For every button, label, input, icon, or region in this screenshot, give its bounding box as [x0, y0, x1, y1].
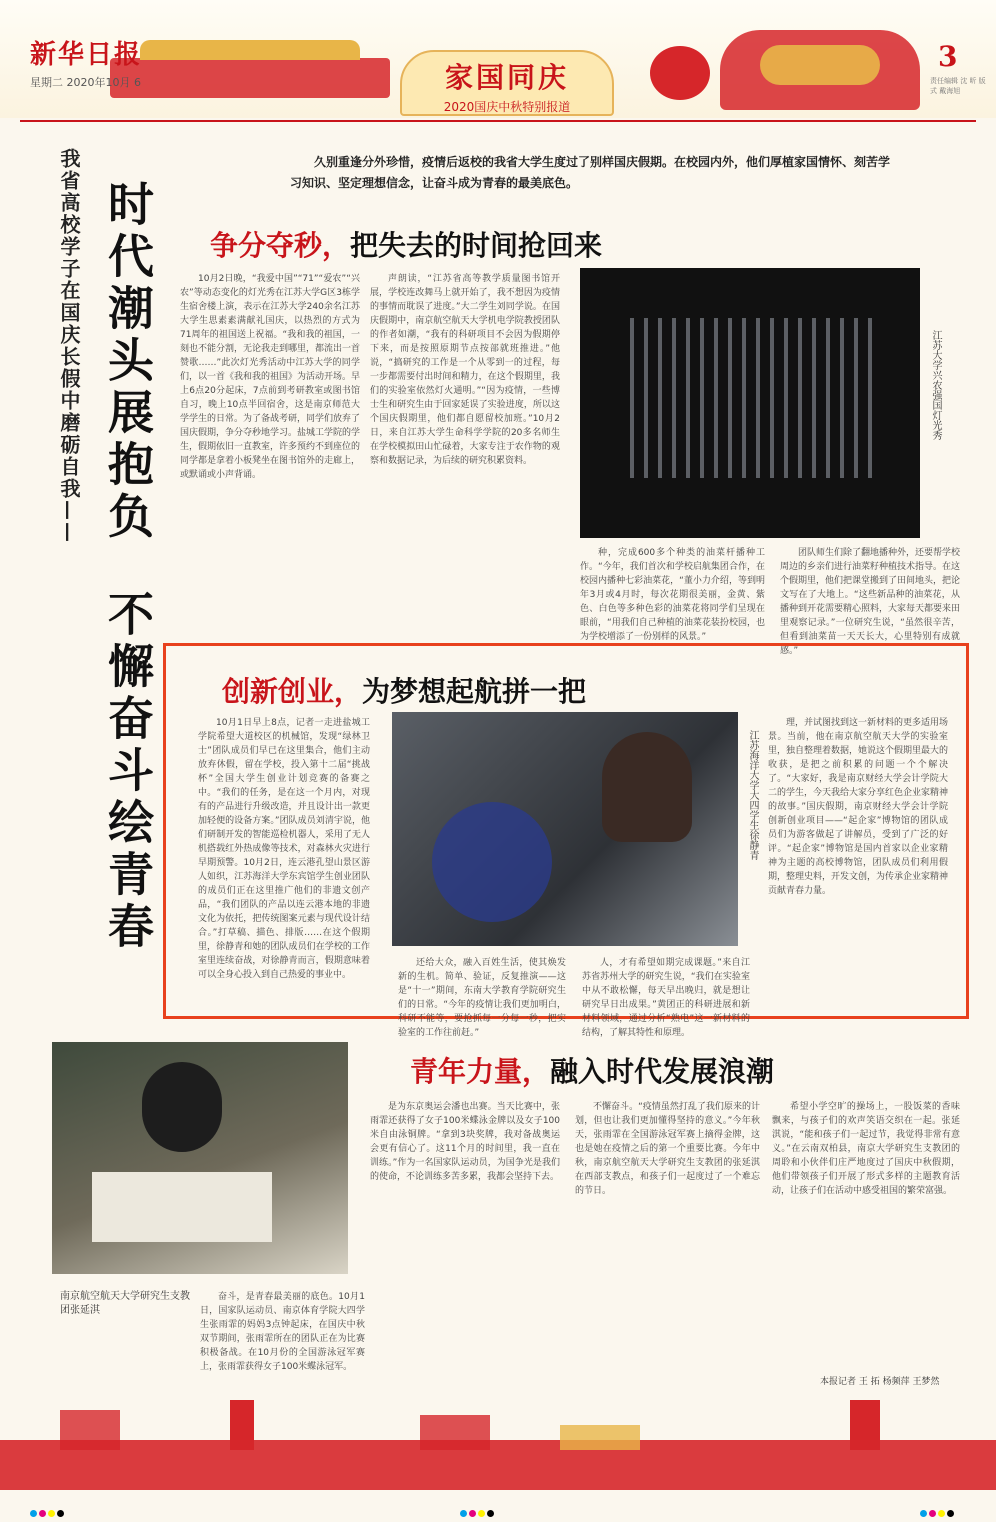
color-registration-marks — [30, 1502, 66, 1510]
section3-photo-caption: 南京航空航天大学研究生支教团张延淇 — [60, 1291, 190, 1316]
registration-dot — [947, 1510, 954, 1517]
headline-subtitle: 我省高校学子在国庆长假中磨砺自我—— — [57, 148, 81, 544]
dorm-lights-illustration — [620, 318, 880, 478]
headline-title-part1: 时代潮头展抱负 — [101, 180, 155, 544]
section2-photo-caption: 江苏海洋大学大四学生徐静青 — [747, 730, 758, 860]
edit-info: 责任编辑 沈 昕 版 式 戴海旭 — [930, 77, 986, 95]
section1-photo-caption: 江苏大学兴农强国灯光秀 — [930, 330, 941, 440]
section3-column1: 奋斗，是青春最美丽的底色。10月1日，国家队运动员、南京体育学院大四学生张雨霏的妈妈3点钟起床，在国庆中秋双节期间，张雨霏所在的团队正在为比赛积极备战。在10月份的全国游泳冠军赛上，张雨霏获得女子100米蝶泳冠军。 — [200, 1292, 365, 1372]
section3-column2: 是为东京奥运会潘也出赛。当天比赛中，张雨霏还获得了女子100米蝶泳金牌以及女子100米自由泳铜牌。“拿到3块奖牌，我对备战奥运会更有信心了。这11个月的时间里，我一直在训练。”作为一名国家队运动员，为国争光是我们的使命，不论训练多苦多累，我都会坚持下去。 — [370, 1102, 560, 1182]
dateline: 星期二 2020年10月 6 — [30, 76, 141, 89]
gate-illustration — [110, 58, 390, 98]
section1-heading-highlight: 争分夺秒， — [210, 229, 351, 262]
section1-column2: 声朗读，“江苏省高等教学质量图书馆开展，学校连改舞马上就开始了，我不想因为疫情的事情而耽误了进度。”大二学生刘同学说。在国庆假期中，南京航空航天大学机电学院教授团队的作者如潮，“我有的科研项目不会因为假期停下来，而是按照原期节点按部就班推进。”他说，“搞研究的工作是一个从零到一的过程，每一步都需要付出时间和精力，在这个假期里，我们的实验室依然灯火通明。”“因为疫情，一些博士生和研究生由于回家延误了实验进度，所以这个国庆假期里，他们都自愿留校加班。”10月2日，来自江苏大学生命科学学院的20多名师生在学校模拟田山忙碌着，大家专注于农作物的观察和数据记录，为后续的研究积累资料。 — [370, 274, 560, 466]
section3-heading — [410, 1050, 774, 1090]
section2-heading-highlight: 创新创业， — [222, 675, 363, 708]
registration-dot — [478, 1510, 485, 1517]
lantern-illustration — [650, 46, 710, 100]
student-figure-illustration — [602, 732, 692, 842]
headline-title-part2: 不懈奋斗绘青春 — [101, 590, 155, 954]
skyline-building — [60, 1410, 120, 1450]
lead-paragraph: 久别重逢分外珍惜，疫情后返校的我省大学生度过了别样国庆假期。在校园内外，他们厚植家国情怀、刻苦学习知识、坚定理想信念，让奋斗成为青春的最美底色。 — [290, 155, 891, 190]
skyline-building — [420, 1415, 490, 1450]
registration-dot — [57, 1510, 64, 1517]
section2-column2: 还给大众，融入百姓生活，使其焕发新的生机。简单、验证，反复推演——这是“十一”期间，东南大学教育学院研究生们的日常。“今年的疫情让我们更加明白，科研不能等，要抢抓每一分每一秒，把实验室的工作往前赶。” — [398, 958, 566, 1038]
page-banner — [400, 50, 614, 116]
section2-column4: 理，并试图找到这一新材料的更多适用场景。当前，他在南京航空航天大学的实验室里，独自整理着数据，她说这个假期里最大的收获，是把之前积累的问题一个个解决了。“大家好，我是南京财经大学会计学院大二的学生，今天我给大家分享红色企业家精神的故事。”国庆假期，南京财经大学会计学院创新创业项目——“起企家”博物馆的团队成员们为游客做起了讲解员，受到了广泛的好评。“起企家”博物馆是国内首家以企业家精神为主题的高校博物馆，团队成员们利用假期，整理史料，开发文创，为传承企业家精神贡献青春力量。 — [768, 718, 949, 896]
section3-byline: 本报记者 王 拓 杨频萍 王梦然 — [820, 1377, 940, 1387]
section3-column3: 不懈奋斗。“疫情虽然打乱了我们原来的计划，但也让我们更加懂得坚持的意义。”今年秋天，张雨霏在全国游泳冠军赛上摘得金牌，这也是她在疫情之后的第一个重要比赛。今年中秋，南京航空航天大学研究生支教团的张延淇在西部支教点，和孩子们一起度过了一个难忘的节日。 — [575, 1102, 760, 1196]
registration-dot — [469, 1510, 476, 1517]
skyline-bridge — [560, 1425, 640, 1450]
masthead-divider — [20, 120, 976, 122]
craft-object-illustration — [432, 802, 552, 922]
banner-subtitle: 2020国庆中秋特别报道 — [443, 100, 571, 114]
section2-heading — [222, 670, 586, 710]
section1-column3: 种，完成600多个种类的油菜杆播种工作。“今年，我们首次和学校启航集团合作，在校园内播种七彩油菜花，“董小力介绍，等到明年3月或4月时，每次花期很美丽，金黄、紫色、白色等多种色彩的油菜花将同学们呈现在眼前，“用我们自己种植的油菜花装扮校园，也为学校增添了一份别样的风景。” — [580, 548, 765, 642]
registration-dot — [938, 1510, 945, 1517]
section3-heading-rest: 融入时代发展浪潮 — [550, 1055, 775, 1088]
section1-column1: 10月2日晚，“我爱中国”“71”“爱农”“兴农”等动态变化的灯光秀在江苏大学G区3栋学生宿舍楼上演，表示在江苏大学240余名江苏大学生思素素满献礼国庆，以热烈的方式为71周年的祖国送上祝福。“我和我的祖国，一刻也不能分割，无论我走到哪里，都流出一首赞歌……”此次灯光秀活动中江苏大学的同学们，以一首《我和我的祖国》为活动开场。早上6点20分起床，7点前到考研教室或图书馆自习，晚上10点半回宿舍，这是南京师范大学学生的日常。为了备战考研，同学们放弃了国庆假期，争分夺秒地学习。盐城工学院的学生，假期依旧一直教室，许多预约不到座位的同学都是拿着小板凳坐在图书馆外的走廊上，或默诵或小声背诵。 — [180, 274, 361, 480]
skyline-tower — [230, 1400, 254, 1450]
section3-heading-highlight: 青年力量， — [410, 1055, 551, 1088]
celebration-illustration — [760, 45, 880, 85]
registration-dot — [487, 1510, 494, 1517]
skyline-pagoda — [850, 1400, 880, 1450]
section1-column4: 团队师生们除了翻地播种外，还要帮学校周边的乡亲们进行油菜籽种植技术指导。在这个假期里，他们把课堂搬到了田间地头，把论文写在了大地上。“这些新品种的油菜花，从播种到开花需要精心照料，大家每天都要来田里观察记录。”一位研究生说，“虽然很辛苦，但看到油菜苗一天天长大，心里特别有成就感。” — [780, 548, 961, 656]
color-registration-marks — [920, 1502, 956, 1510]
section2-photo-student — [392, 712, 738, 946]
footer-skyline-illustration — [0, 1400, 996, 1490]
section2-column1: 10月1日早上8点，记者一走进盐城工学院希望大道校区的机械馆，发现“绿林卫士”团队成员们早已在这里集合，他们主动放弃休假，留在学校，投入第十二届“挑战杯”全国大学生创业计划竞赛的备赛之中。“我们的任务，是在这一个月内，对现有的产品进行升级改造，并且设计出一款更加轻便的设备方案。”团队成员刘清宇说，他们研制开发的智能巡检机器人，采用了无人机搭载红外热成像等技术，对森林火灾进行早期预警。10月2日，连云港孔望山景区游人如织，江苏海洋大学东宾馆学生创业团队的成员们正在这里推广他们的非遗文创产品，“我们团队的产品以连云港本地的非遗文化为依托，把传统图案元素与现代设计结合。”打草稿、描色、排版……在这个假期里，徐静青和她的团队成员们在学校的工作室里连续奋战，对徐静青而言，假期意味着可以全身心投入到自己热爱的事业中。 — [198, 718, 370, 980]
registration-dot — [48, 1510, 55, 1517]
banner-title: 家国同庆 — [444, 61, 569, 94]
registration-dot — [920, 1510, 927, 1517]
section2-column3: 人，才有希望如期完成课题。”来自江苏省苏州大学的研究生说，“我们在实验室中从不敢松懈，每天早出晚归，就是想让研究早日出成果。”黄团正的科研进展和新材料领域，通过分析“熟电”这一新材料的结构，了解其特性和原理。 — [582, 958, 750, 1038]
section3-photo-study — [52, 1042, 348, 1274]
section1-heading — [210, 224, 602, 264]
section2-heading-rest: 为梦想起航拼一把 — [362, 675, 587, 708]
registration-dot — [460, 1510, 467, 1517]
section3-column4: 希望小学空旷的操场上，一股饭菜的香味飘来，与孩子们的欢声笑语交织在一起。张延淇说，“能和孩子们一起过节，我觉得非常有意义。”在云南双柏县，南京大学研究生支教团的周聆和小伙伴们庄严地度过了国庆中秋假期，他们带领孩子们开展了形式多样的主题教育活动，让孩子们在活动中感受祖国的繁荣富强。 — [772, 1102, 960, 1196]
newspaper-logo: 新华日报 — [30, 40, 143, 70]
gate-roof-illustration — [140, 40, 360, 60]
registration-dot — [929, 1510, 936, 1517]
registration-dot — [39, 1510, 46, 1517]
page-number: 3 — [938, 40, 958, 73]
registration-dot — [30, 1510, 37, 1517]
student-figure-illustration — [142, 1062, 222, 1152]
book-illustration — [92, 1172, 272, 1242]
section1-heading-rest: 把失去的时间抢回来 — [350, 229, 603, 262]
section1-photo-light-show — [580, 268, 920, 538]
color-registration-marks — [460, 1502, 496, 1510]
skyline-base — [0, 1440, 996, 1490]
